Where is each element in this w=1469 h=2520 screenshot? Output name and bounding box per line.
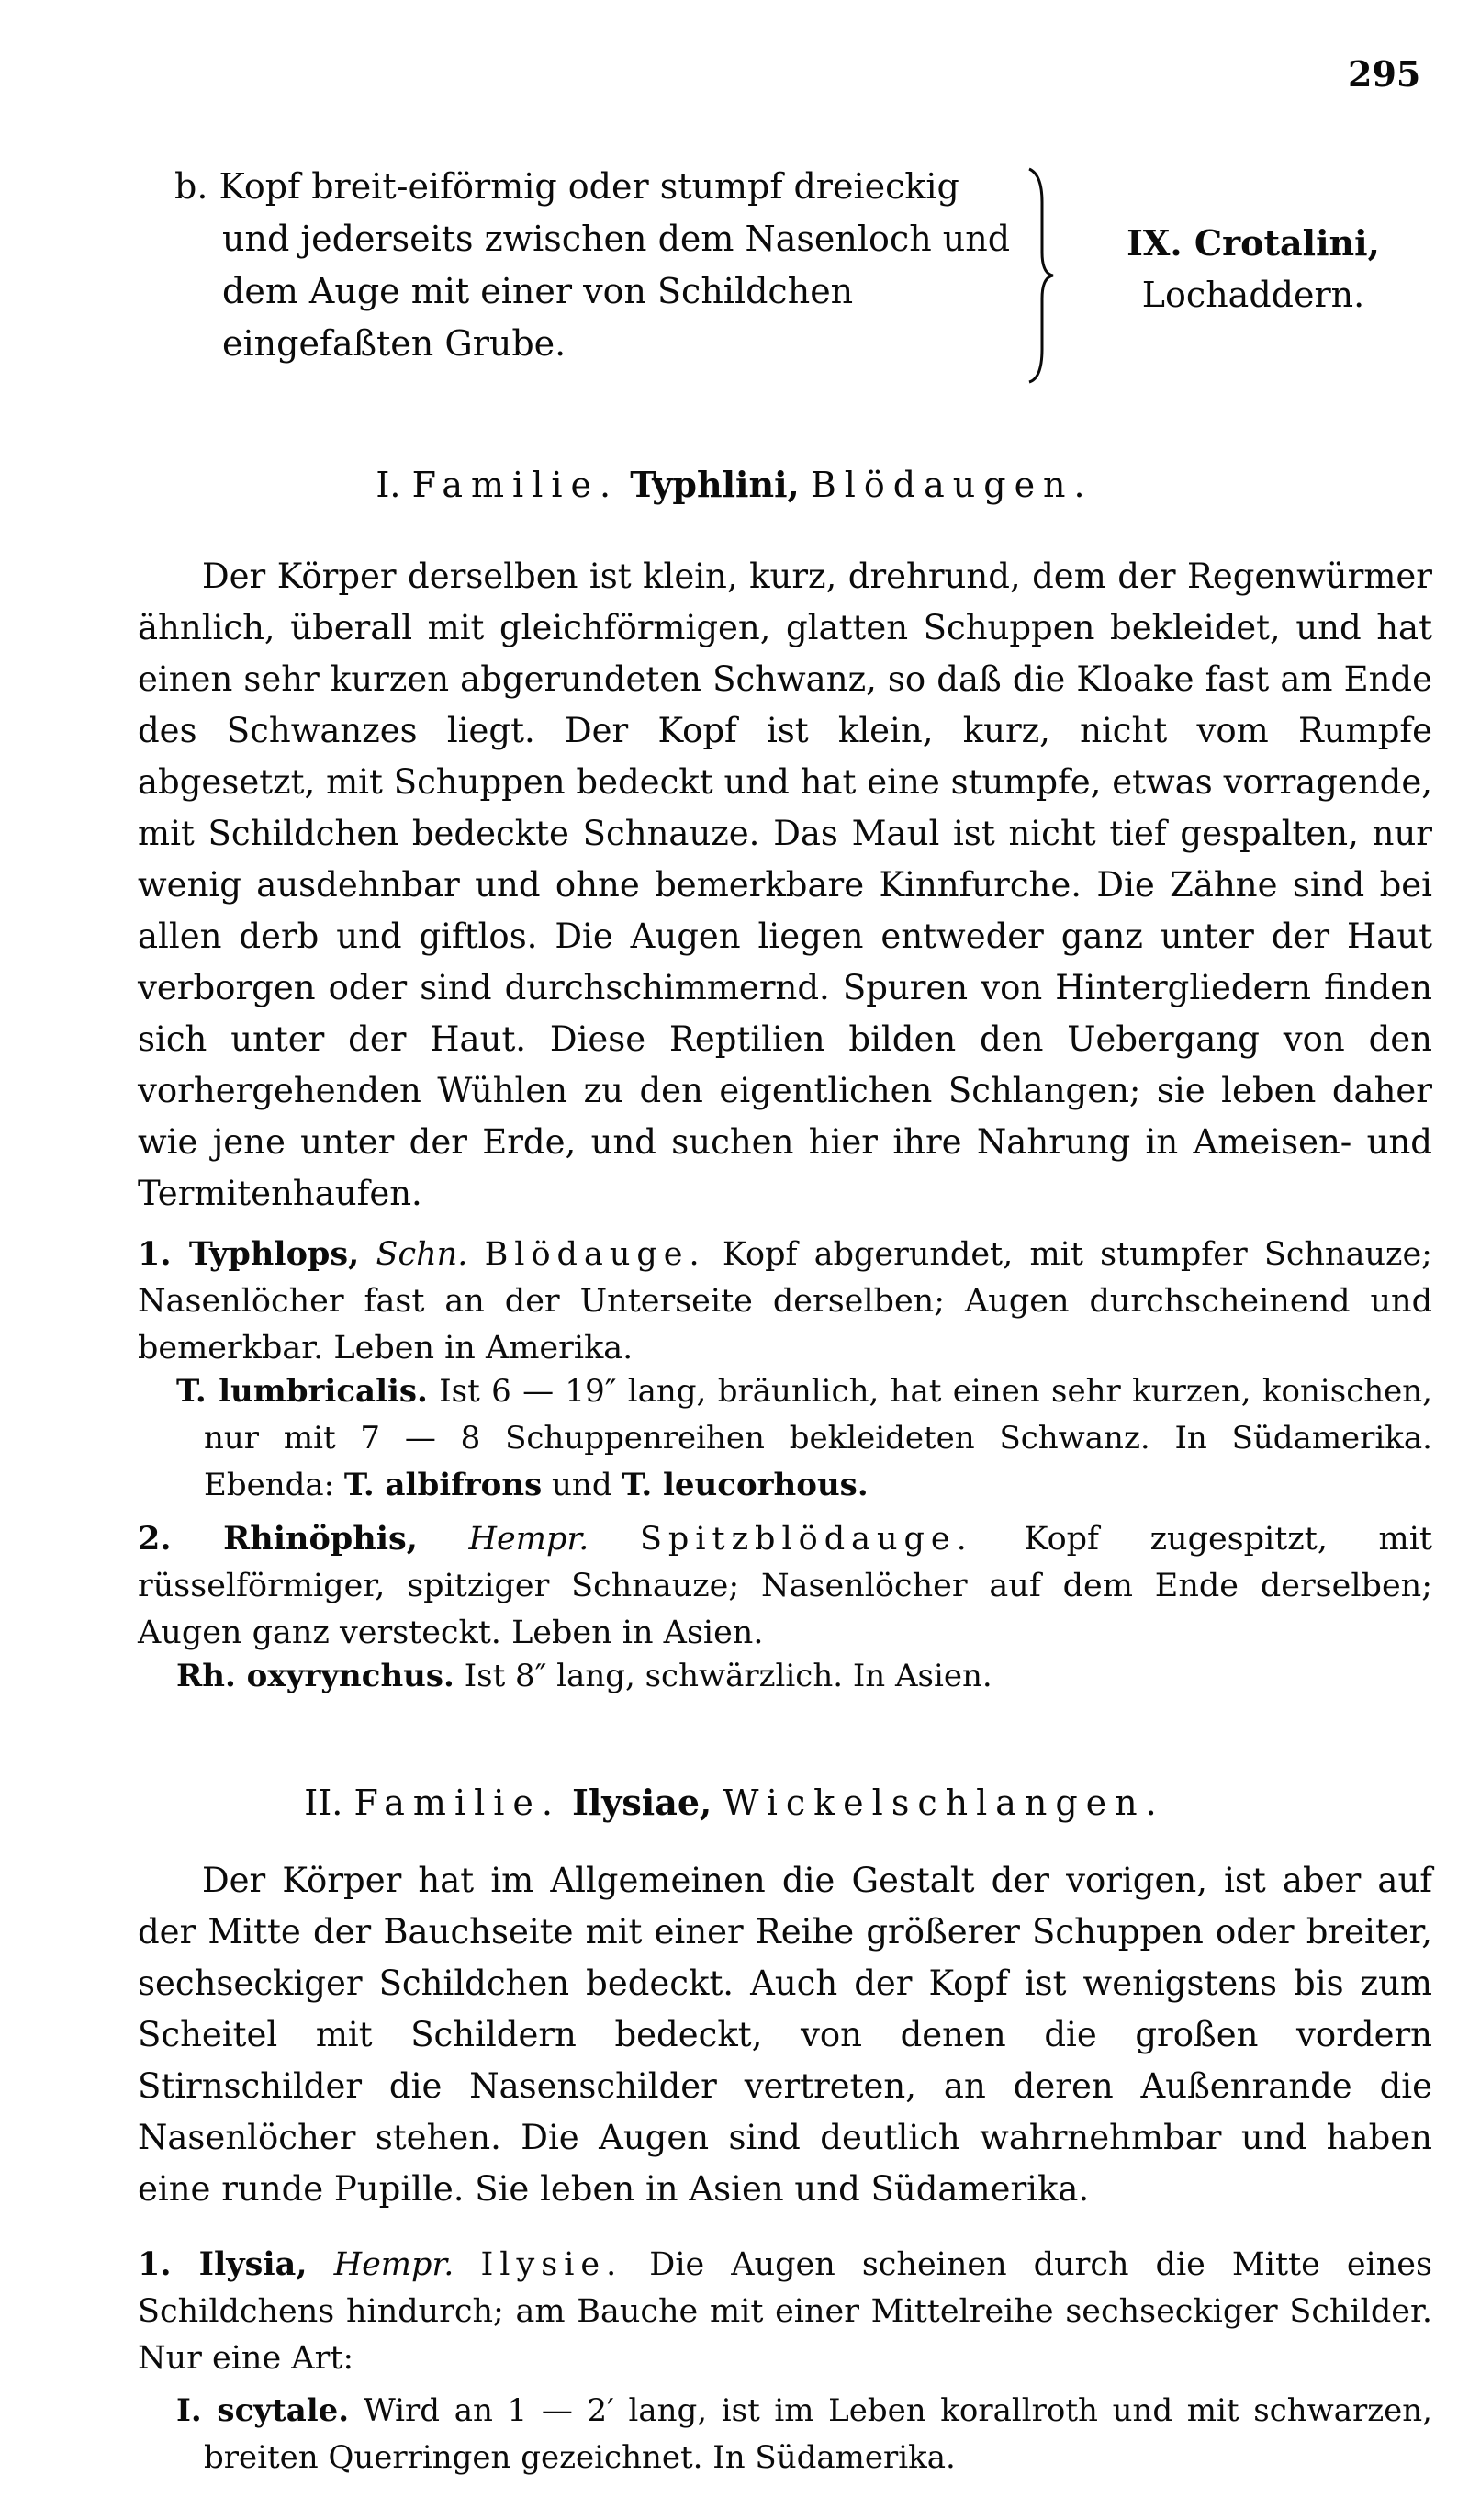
family-2-german: Wickelschlangen. bbox=[723, 1783, 1165, 1823]
genus-rhinophis-author: Hempr. bbox=[468, 1521, 589, 1558]
family-2-description: Der Körper hat im Allgemeinen die Gestalt der vorigen, ist aber auf der Mitte der Bauchseite mit einer Reihe größerer Schuppen oder breiter, sechseckiger Schildchen bedeckt. Auch der Kopf ist wenigstens bis zum Scheitel mit Schildern bedeckt, von denen die großen vordern Stirnschilder die Nasenschilder vertreten, an deren Außenrande die Nasenlöcher stehen. Die Augen sind deutlich wahrnehmbar und haben eine runde Pupille. Sie leben in Asien und Südamerika. bbox=[138, 1861, 1432, 2209]
species-albifrons: T. albifrons bbox=[343, 1467, 543, 1503]
genus-rhinophis-name: 2. Rhinöphis, bbox=[138, 1520, 418, 1558]
family-2-heading bbox=[0, 1782, 1469, 1823]
family-1-numeral: I. bbox=[376, 465, 401, 505]
species-scytale bbox=[138, 2388, 1432, 2481]
genus-ilysia-text: Die Augen scheinen durch die Mitte eines Schildchens hindurch; am Bauche mit einer Mittelreihe sechseckiger Schilder. Nur eine Art: bbox=[138, 2246, 1432, 2377]
species-scytale-text: Wird an 1 — 2′ lang, ist im Leben korallroth und mit schwarzen, breiten Querringen gezeichnet. In Südamerika. bbox=[204, 2392, 1432, 2476]
family-2-latin: Ilysiae, bbox=[572, 1782, 712, 1823]
page-number: 295 bbox=[1348, 53, 1421, 95]
family-1-german: Blödaugen. bbox=[810, 465, 1093, 505]
key-result-name: Lochaddern. bbox=[1141, 275, 1365, 315]
genus-rhinophis-text: Kopf zugespitzt, mit rüsselförmiger, spitziger Schnauze; Nasenlöcher auf dem Ende derselben; Augen ganz versteckt. Leben in Asien. bbox=[138, 1521, 1432, 1651]
species-lumbricalis-text-b: und bbox=[552, 1467, 612, 1503]
species-scytale-name: I. scytale. bbox=[176, 2392, 350, 2429]
genus-rhinophis bbox=[138, 1515, 1432, 1657]
genus-ilysia-common: Ilysie. bbox=[480, 2246, 623, 2283]
key-entry-b bbox=[174, 161, 1019, 370]
genus-typhlops-common: Blödauge. bbox=[484, 1236, 706, 1273]
genus-typhlops-text: Kopf abgerundet, mit stumpfer Schnauze; Nasenlöcher fast an der Unterseite derselben; Augen durchscheinend und bemerkbar. Leben in Amerika. bbox=[138, 1236, 1432, 1367]
family-1-description: Der Körper derselben ist klein, kurz, drehrund, dem der Regenwürmer ähnlich, überall mit gleichförmigen, glatten Schuppen bekleidet, und hat einen sehr kurzen abgerundeten Schwanz, so daß die Kloake fast am Ende des Schwanzes liegt. Der Kopf ist klein, kurz, nicht vom Rumpfe abgesetzt, mit Schuppen bedeckt und hat eine stumpfe, etwas vorragende, mit Schildchen bedeckte Schnauze. Das Maul ist nicht tief gespalten, nur wenig ausdehnbar und ohne bemerkbare Kinnfurche. Die Zähne sind bei allen derb und giftlos. Die Augen liegen entweder ganz unter der Haut verborgen oder sind durchschimmernd. Spuren von Hintergliedern finden sich unter der Haut. Diese Reptilien bilden den Uebergang von den vorhergehenden Wühlen zu den eigentlichen Schlangen; sie leben daher wie jene unter der Erde, und suchen hier ihre Nahrung in Ameisen- und Termitenhaufen. bbox=[138, 557, 1432, 1213]
genus-ilysia bbox=[138, 2241, 1432, 2382]
family-1-latin: Typhlini, bbox=[630, 464, 800, 505]
species-leucorhous: T. leucorhous. bbox=[622, 1467, 869, 1503]
genus-rhinophis-common: Spitzblödauge. bbox=[639, 1521, 973, 1558]
species-oxyrynchus bbox=[138, 1653, 1432, 1700]
species-oxyrynchus-name: Rh. oxyrynchus. bbox=[176, 1658, 454, 1694]
key-result bbox=[1079, 217, 1428, 321]
family-1-word: Familie. bbox=[411, 465, 620, 505]
species-lumbricalis-text-a: Ist 6 — 19″ lang, bräunlich, hat einen sehr kurzen, konischen, nur mit 7 — 8 Schuppenreihen bekleideten Schwanz. In Südamerika. Ebenda: bbox=[204, 1373, 1432, 1503]
species-oxyrynchus-text: Ist 8″ lang, schwärzlich. In Asien. bbox=[464, 1658, 992, 1694]
genus-typhlops-author: Schn. bbox=[376, 1236, 468, 1273]
genus-ilysia-author: Hempr. bbox=[333, 2246, 454, 2283]
family-1-heading bbox=[0, 464, 1469, 505]
key-result-number: IX. Crotalini, bbox=[1127, 222, 1380, 264]
family-2-word: Familie. bbox=[353, 1783, 561, 1823]
brace-icon bbox=[1024, 165, 1057, 386]
species-lumbricalis bbox=[138, 1368, 1432, 1509]
genus-ilysia-name: 1. Ilysia, bbox=[138, 2245, 308, 2283]
species-lumbricalis-name: T. lumbricalis. bbox=[176, 1373, 428, 1410]
genus-typhlops-name: 1. Typhlops, bbox=[138, 1235, 360, 1273]
key-entry-text: b. Kopf breit-eiförmig oder stumpf dreieckig und jederseits zwischen dem Nasenloch und dem Auge mit einer von Schildchen eingefaßten Grube. bbox=[174, 166, 1011, 364]
genus-typhlops bbox=[138, 1231, 1432, 1372]
family-2-numeral: II. bbox=[304, 1783, 343, 1823]
